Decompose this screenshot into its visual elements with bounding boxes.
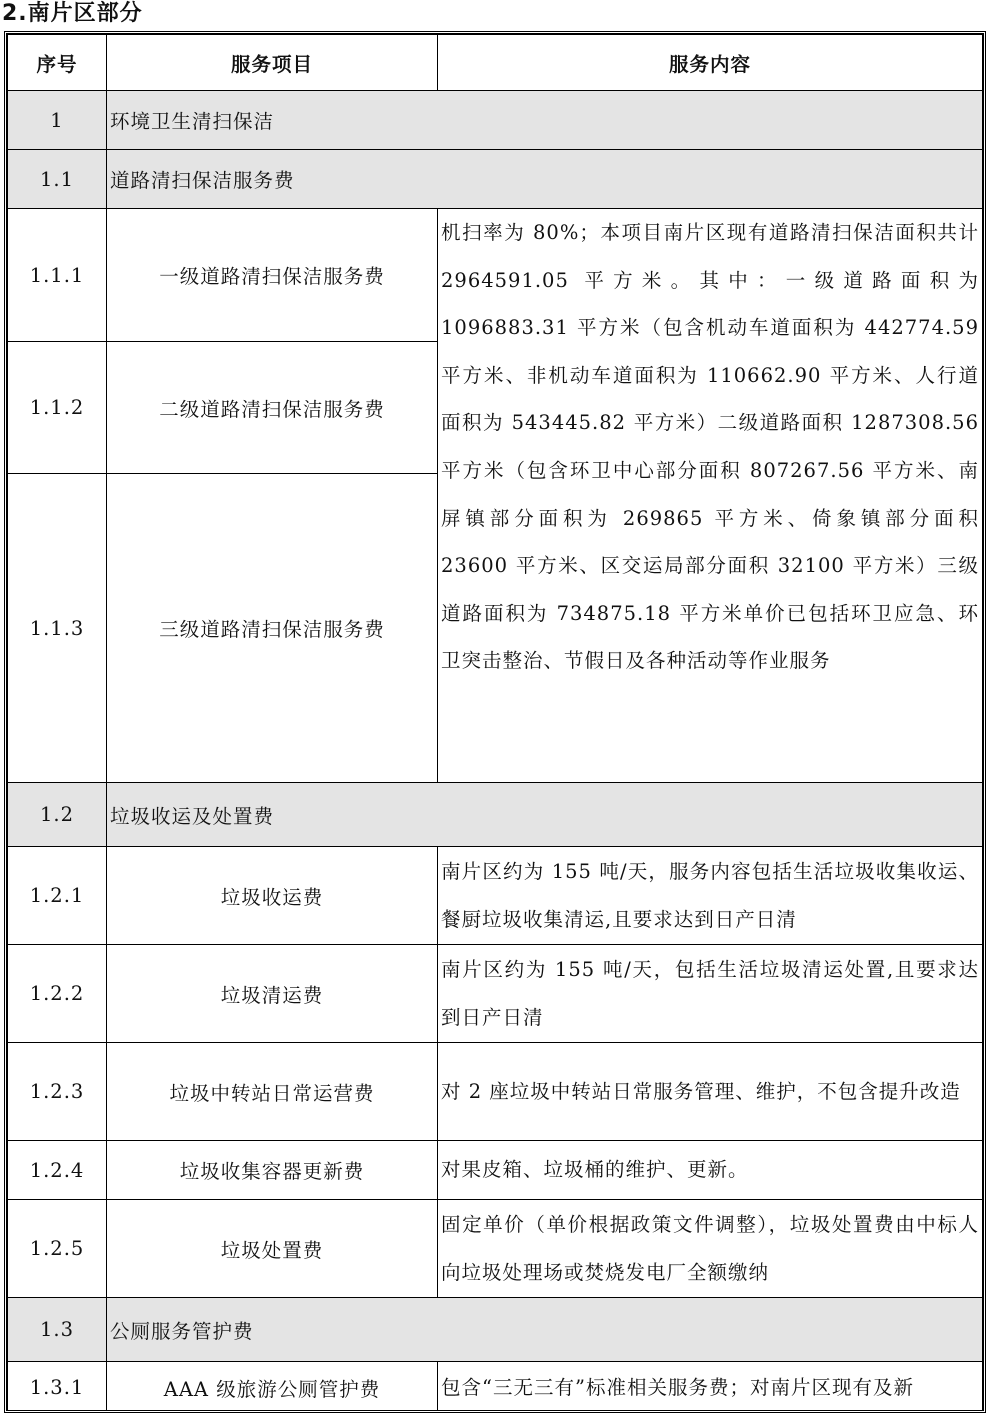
row-item: 公厕服务管护费 bbox=[107, 1298, 983, 1362]
table-row bbox=[8, 1043, 983, 1141]
row-content: 固定单价（单价根据政策文件调整），垃圾处置费由中标人向垃圾处理场或焚烧发电厂全额缴纳 bbox=[438, 1200, 983, 1298]
row-content: 南片区约为 155 吨/天，服务内容包括生活垃圾收集收运、餐厨垃圾收集清运,且要求达到日产日清 bbox=[438, 847, 983, 945]
row-item: 二级道路清扫保洁服务费 bbox=[107, 342, 438, 474]
row-content: 南片区约为 155 吨/天，包括生活垃圾清运处置,且要求达到日产日清 bbox=[438, 945, 983, 1043]
row-seq: 1.1 bbox=[8, 150, 107, 209]
row-seq: 1.1.1 bbox=[8, 209, 107, 342]
row-item: 环境卫生清扫保洁 bbox=[107, 91, 983, 150]
table-row bbox=[8, 1298, 983, 1362]
table-row bbox=[8, 783, 983, 847]
row-seq: 1.2.1 bbox=[8, 847, 107, 945]
col-header-item: 服务项目 bbox=[107, 35, 438, 91]
row-seq: 1.3.1 bbox=[8, 1362, 107, 1414]
row-item: 道路清扫保洁服务费 bbox=[107, 150, 983, 209]
table-row bbox=[8, 945, 983, 1043]
row-seq: 1 bbox=[8, 91, 107, 150]
row-seq: 1.3 bbox=[8, 1298, 107, 1362]
table-row bbox=[8, 209, 983, 342]
col-header-content: 服务内容 bbox=[438, 35, 983, 91]
table-row bbox=[8, 150, 983, 209]
row-seq: 1.2.4 bbox=[8, 1141, 107, 1200]
row-item: 垃圾中转站日常运营费 bbox=[107, 1043, 438, 1141]
table-row bbox=[8, 1362, 983, 1414]
row-item: 垃圾收运及处置费 bbox=[107, 783, 983, 847]
row-content: 对 2 座垃圾中转站日常服务管理、维护，不包含提升改造 bbox=[438, 1043, 983, 1141]
row-item: 垃圾收运费 bbox=[107, 847, 438, 945]
row-seq: 1.2.5 bbox=[8, 1200, 107, 1298]
section-heading: 2.南片区部分 bbox=[2, 1, 143, 26]
row-seq: 1.2.2 bbox=[8, 945, 107, 1043]
row-item: 三级道路清扫保洁服务费 bbox=[107, 474, 438, 783]
table-row bbox=[8, 1141, 983, 1200]
header-row bbox=[8, 35, 983, 91]
table-row bbox=[8, 847, 983, 945]
table-row bbox=[8, 1200, 983, 1298]
row-item: 垃圾处置费 bbox=[107, 1200, 438, 1298]
road-content: 机扫率为 80%；本项目南片区现有道路清扫保洁面积共计 2964591.05 平方米。其中：一级道路面积为 1096883.31 平方米（包含机动车道面积为 442774.59 平方米、非机动车道面积为 110662.90 平方米、人行道面积为 543445.82 平方米）二级道路面积 1287308.56 平方米（包含环卫中心部分面积 807267.56 平方米、南屏镇部分面积为 269865 平方米、倚象镇部分面积 23600 平方米、区交运局部分面积 32100 平方米）三级道路面积为 734875.18 平方米单价已包括环卫应急、环卫突击整治、节假日及各种活动等作业服务 bbox=[438, 209, 983, 783]
row-item: 垃圾收集容器更新费 bbox=[107, 1141, 438, 1200]
table-row bbox=[8, 91, 983, 150]
row-item: 一级道路清扫保洁服务费 bbox=[107, 209, 438, 342]
row-content: 包含“三无三有”标准相关服务费；对南片区现有及新 bbox=[438, 1362, 983, 1414]
row-seq: 1.1.3 bbox=[8, 474, 107, 783]
row-item: AAA 级旅游公厕管护费 bbox=[107, 1362, 438, 1414]
service-table bbox=[7, 34, 983, 1413]
row-item: 垃圾清运费 bbox=[107, 945, 438, 1043]
col-header-seq: 序号 bbox=[8, 35, 107, 91]
row-seq: 1.1.2 bbox=[8, 342, 107, 474]
row-seq: 1.2.3 bbox=[8, 1043, 107, 1141]
row-seq: 1.2 bbox=[8, 783, 107, 847]
row-content: 对果皮箱、垃圾桶的维护、更新。 bbox=[438, 1141, 983, 1200]
service-table-frame bbox=[4, 31, 986, 1413]
